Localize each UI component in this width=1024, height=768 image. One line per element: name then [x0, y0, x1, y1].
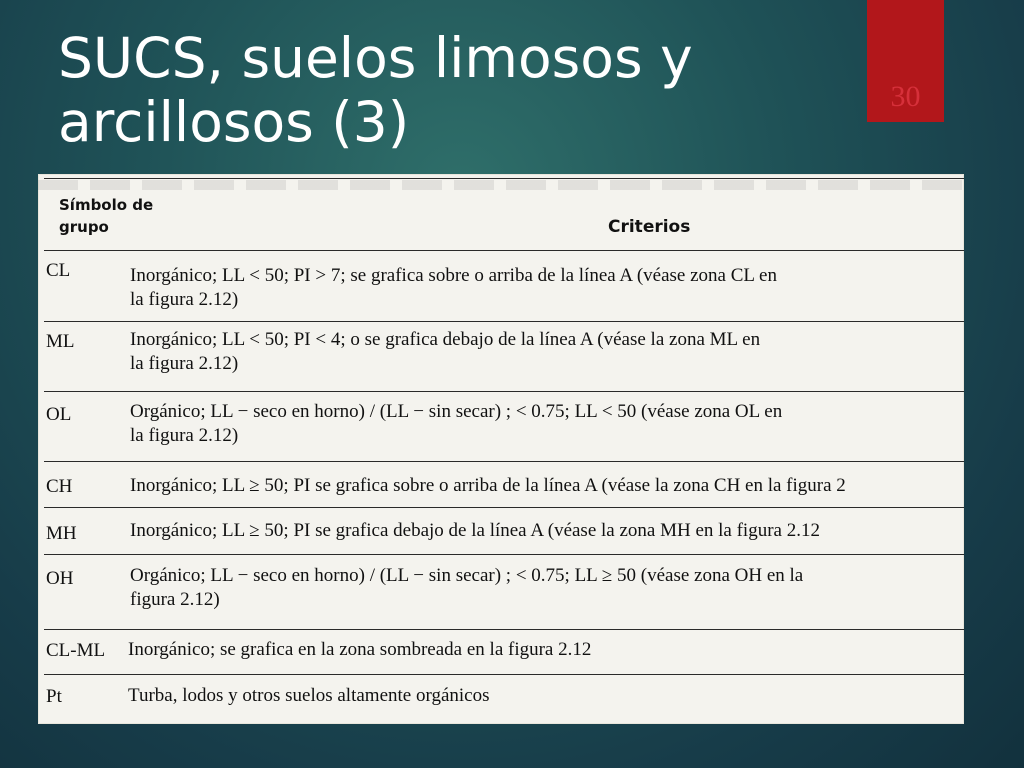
row-criteria	[130, 328, 964, 376]
criteria-line: Inorgánico; LL < 50; PI > 7; se grafica sobre o arriba de la línea A (véase zona CL en	[130, 265, 777, 286]
row-rule	[44, 321, 964, 322]
row-criteria	[130, 264, 964, 312]
criteria-line: la figura 2.12)	[130, 289, 239, 310]
row-symbol: ML	[46, 331, 75, 352]
criteria-line: Turba, lodos y otros suelos altamente orgánicos	[128, 685, 490, 706]
header-symbol-line2: grupo	[59, 218, 109, 236]
page-number: 30	[890, 80, 921, 113]
row-rule	[44, 461, 964, 462]
row-criteria	[130, 564, 964, 612]
bleed-through-texture	[38, 180, 964, 190]
row-symbol: OH	[46, 568, 74, 589]
criteria-line: Inorgánico; se grafica en la zona sombreada en la figura 2.12	[128, 639, 592, 660]
criteria-line: Inorgánico; LL ≥ 50; PI se grafica debajo de la línea A (véase la zona MH en la figura 2.12	[130, 520, 820, 541]
scanned-table-image	[38, 174, 964, 724]
criteria-line: Orgánico; LL − seco en horno) / (LL − sin secar) ; < 0.75; LL ≥ 50 (véase zona OH en la	[130, 565, 804, 586]
table-top-rule	[44, 178, 964, 179]
row-symbol: CL	[46, 260, 71, 281]
row-rule	[44, 507, 964, 508]
header-rule	[44, 250, 964, 251]
row-criteria	[130, 519, 964, 543]
slide-title-line2: arcillosos (3)	[58, 90, 410, 154]
row-symbol: CL-ML	[46, 640, 106, 661]
criteria-line: Inorgánico; LL ≥ 50; PI se grafica sobre o arriba de la línea A (véase la zona CH en la figura 2	[130, 475, 846, 496]
row-symbol: Pt	[46, 686, 62, 707]
row-criteria	[128, 684, 964, 708]
row-criteria	[128, 638, 964, 662]
criteria-line: la figura 2.12)	[130, 353, 239, 374]
row-symbol: CH	[46, 476, 73, 497]
criteria-line: la figura 2.12)	[130, 425, 239, 446]
row-symbol: MH	[46, 523, 77, 544]
header-criteria: Criterios	[608, 217, 691, 237]
row-rule	[44, 674, 964, 675]
page-number-tab	[867, 0, 944, 122]
slide-title-line1: SUCS, suelos limosos y	[58, 26, 693, 90]
row-criteria	[130, 474, 964, 498]
criteria-line: Orgánico; LL − seco en horno) / (LL − sin secar) ; < 0.75; LL < 50 (véase zona OL en	[130, 401, 783, 422]
header-symbol	[59, 194, 199, 238]
row-symbol: OL	[46, 404, 72, 425]
criteria-line: Inorgánico; LL < 50; PI < 4; o se grafica debajo de la línea A (véase la zona ML en	[130, 329, 761, 350]
row-rule	[44, 554, 964, 555]
criteria-line: figura 2.12)	[130, 589, 220, 610]
header-symbol-line1: Símbolo de	[59, 196, 154, 214]
row-criteria	[130, 400, 964, 448]
slide-title	[58, 26, 838, 154]
row-rule	[44, 391, 964, 392]
row-rule	[44, 629, 964, 630]
